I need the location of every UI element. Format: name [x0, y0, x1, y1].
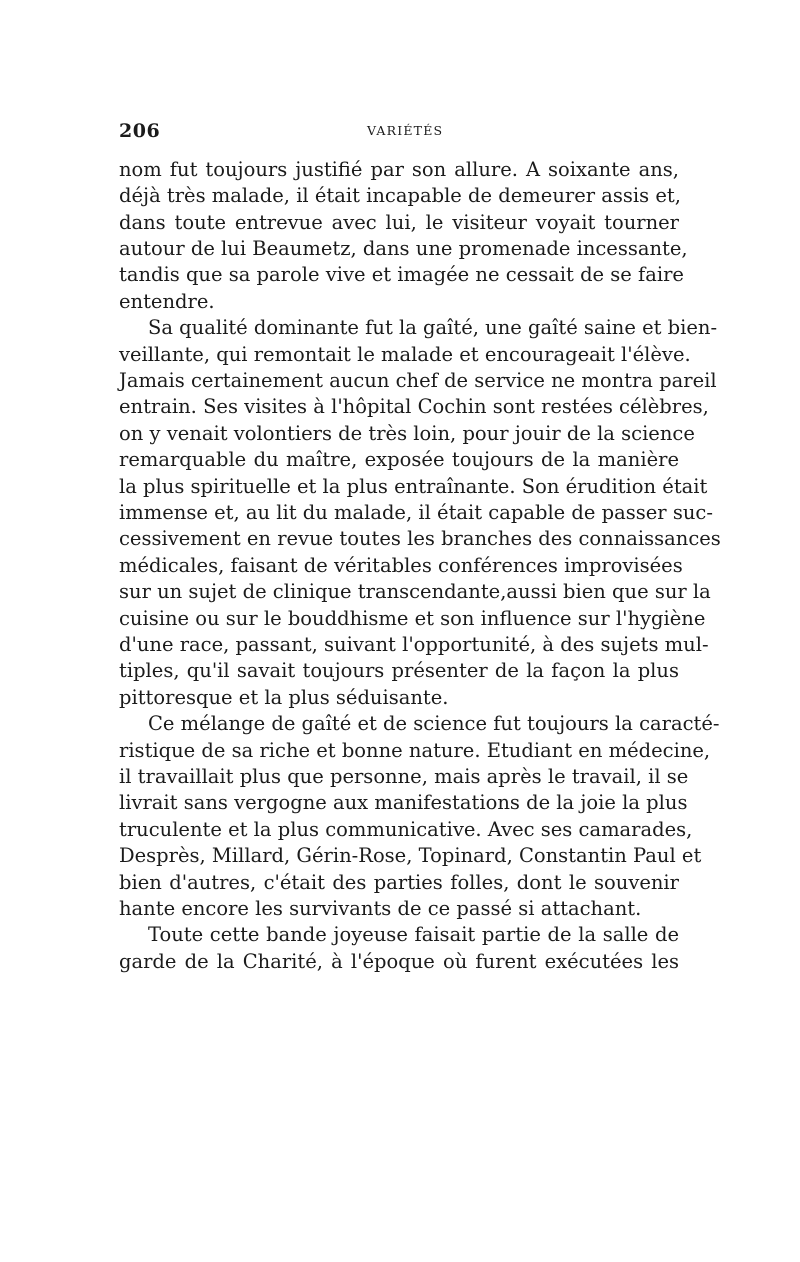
text-line: on y venait volontiers de très loin, pour jouir de la science — [119, 422, 695, 445]
page-header — [119, 120, 679, 144]
text-line: autour de lui Beaumetz, dans une promenade incessante, — [119, 237, 688, 260]
text-line: médicales, faisant de véritables conférences improvisées — [119, 554, 683, 577]
text-line: Jamais certainement aucun chef de service ne montra pareil — [119, 369, 717, 392]
text-line: Ce mélange de gaîté et de science fut toujours la caracté- — [148, 712, 720, 735]
text-line: nom fut toujours justifié par son allure. A soixante ans, — [119, 158, 679, 181]
text-line: hante encore les survivants de ce passé si attachant. — [119, 897, 642, 920]
text-line: bien d'autres, c'était des parties folles, dont le souvenir — [119, 871, 679, 894]
text-line: truculente et la plus communicative. Avec ses camarades, — [119, 818, 693, 841]
text-line: tiples, qu'il savait toujours présenter de la façon la plus — [119, 659, 679, 682]
text-line: immense et, au lit du malade, il était capable de passer suc- — [119, 501, 713, 524]
text-line: la plus spirituelle et la plus entraînante. Son érudition était — [119, 475, 708, 498]
running-head: VARIÉTÉS — [367, 123, 444, 138]
text-line: pittoresque et la plus séduisante. — [119, 686, 449, 709]
page-number: 206 — [119, 120, 161, 142]
text-line: entrain. Ses visites à l'hôpital Cochin sont restées célèbres, — [119, 395, 709, 418]
text-line: entendre. — [119, 290, 215, 313]
text-line: sur un sujet de clinique transcendante,aussi bien que sur la — [119, 580, 711, 603]
text-line: livrait sans vergogne aux manifestations de la joie la plus — [119, 791, 688, 814]
text-line: tandis que sa parole vive et imagée ne cessait de se faire — [119, 263, 684, 286]
text-line: Sa qualité dominante fut la gaîté, une gaîté saine et bien- — [148, 316, 718, 339]
text-line: veillante, qui remontait le malade et encourageait l'élève. — [119, 343, 691, 366]
text-line: garde de la Charité, à l'époque où furent exécutées les — [119, 950, 679, 973]
text-line: remarquable du maître, exposée toujours de la manière — [119, 448, 679, 471]
text-line: cuisine ou sur le bouddhisme et son influence sur l'hygiène — [119, 607, 706, 630]
text-line: cessivement en revue toutes les branches des connaissances — [119, 527, 721, 550]
text-line: ristique de sa riche et bonne nature. Etudiant en médecine, — [119, 739, 711, 762]
text-line: il travaillait plus que personne, mais après le travail, il se — [119, 765, 689, 788]
text-line: déjà très malade, il était incapable de demeurer assis et, — [119, 184, 681, 207]
text-line: Desprès, Millard, Gérin-Rose, Topinard, Constantin Paul et — [119, 844, 702, 867]
text-line: d'une race, passant, suivant l'opportunité, à des sujets mul- — [119, 633, 709, 656]
text-line: dans toute entrevue avec lui, le visiteur voyait tourner — [119, 211, 679, 234]
text-line: Toute cette bande joyeuse faisait partie de la salle de — [148, 923, 679, 946]
